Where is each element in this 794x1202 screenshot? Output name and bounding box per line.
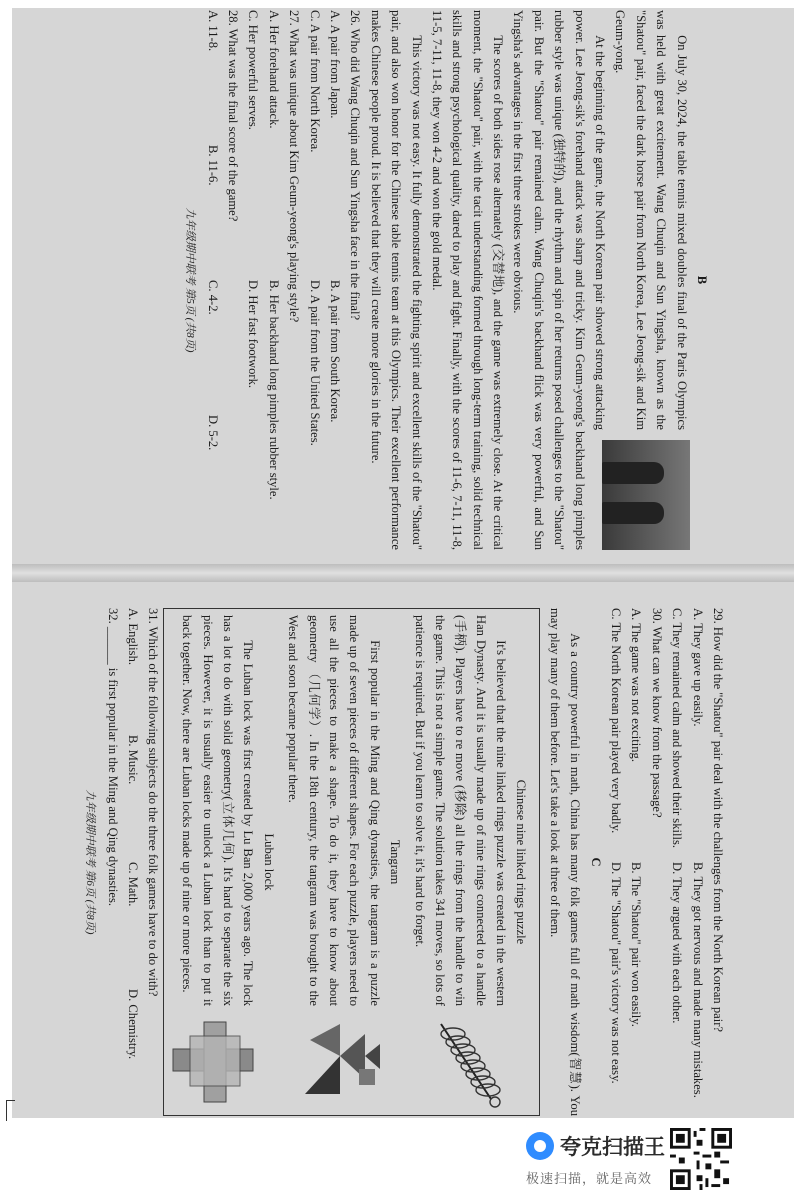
q28-option-b: B. 11-6. bbox=[205, 145, 220, 186]
q26-option-d: D. A pair from the United States. bbox=[307, 280, 322, 446]
app-name: 夸克扫描王 bbox=[560, 1135, 665, 1159]
q30-option-a: A. The game was not exciting. bbox=[629, 608, 644, 763]
app-slogan: 极速扫描，就是高效 bbox=[526, 1172, 653, 1187]
q27-option-a: A. Her forehand attack. bbox=[266, 10, 281, 129]
luban-lock-image bbox=[168, 1014, 258, 1109]
passage-b-para-1: On July 30, 2024, the table tennis mixed doubles final of the Paris Olympics was held with great excitement. Wang Chuqin and Sun Yingsha, known as the "Shatou" pair, faced the dark horse pair from North Korea, Lee Jeong-sik and Kim Geum-yong. bbox=[613, 10, 689, 430]
game-1-text: It's believed that the nine linked rings puzzle was created in the western Han Dynasty. And it is usually made up of nine rings connected to a handle (手柄). Players have to re move (移除) all the rings from the handle to win the game. This is not a simple game. The solution takes 341 moves, so lots of patience is required. But if you learn to solve it, it's hard to forget. bbox=[412, 615, 509, 1006]
q29-option-c: C. They remained calm and showed their skills. bbox=[670, 608, 685, 849]
q29-option-b: B. They got nervous and made many mistakes. bbox=[690, 862, 705, 1098]
game-1-title: Chinese nine linked rings puzzle bbox=[514, 779, 529, 945]
q29-option-d: D. They argued with each other. bbox=[670, 862, 685, 1024]
passage-b-para-3: The scores of both sides rose alternately (交替地), and the game was extremely close. At the critical moment, the "Shatou" pair, with the tacit understanding formed through long-term training, solid technical skills and strong psychological quality, dared to play and fight. Finally, with the scores of 11-6, 7-11, 11-8, 11-5, 7-11, 11-8, they won 4-2 and won the gold medal. bbox=[429, 10, 506, 550]
passage-b-para-2: At the beginning of the game, the North Korean pair showed strong attacking power. Lee Jeong-sik's forehand attack was sharp and tricky. Kim Geum-yeong's backhand long pimples rubber style was unique (独特的), and the rhythm and spin of her returns posed challenges to the "Shatou" pair. But the "Shatou" pair remained calm. Wang Chuqin's backhand flick was very powerful, and Sun Yingsha's advantages in the first three strokes were obvious. bbox=[511, 10, 608, 550]
game-3-title: Luban lock bbox=[261, 833, 276, 891]
q31-option-b: B. Music. bbox=[126, 735, 141, 785]
tangram-image bbox=[295, 1014, 385, 1109]
section-b-heading: B bbox=[695, 275, 709, 285]
q26-option-b: B. A pair from South Korea. bbox=[327, 280, 342, 423]
question-29: 29. How did the "Shatou" pair deal with the challenges from the North Korean pair? bbox=[711, 608, 725, 1033]
page-fold bbox=[12, 564, 794, 582]
quark-logo-icon bbox=[526, 1132, 554, 1160]
q26-option-c: C. A pair from North Korea. bbox=[307, 10, 322, 153]
q31-option-c: C. Math. bbox=[126, 862, 141, 907]
q27-option-d: D. Her fast footwork. bbox=[246, 280, 261, 389]
q27-option-b: B. Her backhand long pimples rubber style. bbox=[266, 280, 281, 500]
question-30: 30. What can we know from the passage? bbox=[649, 608, 664, 818]
game-3-text: The Luban lock was first created by Lu Ban 2,000 years ago. The lock has a lot to do with solid geometry(立体几何). It's hard to separate the six pieces. However, it is usually easier to unlock a Luban lock than to put it back together. Now, there are Luban locks made up of nine or more pieces. bbox=[180, 615, 256, 1006]
q30-option-d: D. The "Shatou" pair's victory was not easy. bbox=[609, 862, 624, 1084]
q28-option-d: D. 5-2. bbox=[205, 415, 220, 451]
nine-rings-puzzle-image bbox=[421, 1014, 511, 1109]
page-5-footer: 九年级期中联考 第5页 (共8页) bbox=[184, 207, 197, 353]
game-2-text: First popular in the Ming and Qing dynasties, the tangram is a puzzle made up of seven pieces of different shapes. For each puzzle, players need to use all the pieces to make a shape. To do it, they have to know about geometry （几何学）. In the 18th century, the tangram was brought to the West and soon became popular there. bbox=[286, 615, 382, 1006]
question-26: 26. Who did Wang Chuqin and Sun Yingsha face in the final? bbox=[348, 10, 363, 321]
q28-option-c: C. 4-2. bbox=[205, 280, 220, 315]
question-27: 27. What was unique about Kim Geum-yeong's playing style? bbox=[287, 10, 302, 323]
qr-code-icon[interactable] bbox=[670, 1128, 732, 1190]
game-2-title: Tangram bbox=[388, 839, 403, 885]
app-logo bbox=[526, 1131, 665, 1161]
folk-games-box bbox=[163, 608, 540, 1116]
q29-option-a: A. They gave up easily. bbox=[690, 608, 705, 727]
passage-c-intro: As a country powerful in math, China has many folk games full of math wisdom(智慧). You may play many of them before. Let's take a look at three of them. bbox=[547, 608, 583, 1116]
question-31: 31. Which of the following subjects do the three folk games have to do with? bbox=[146, 608, 161, 997]
question-32: 32. ______ is first popular in the Ming and Qing dynasties. bbox=[105, 608, 120, 907]
page-5 bbox=[22, 10, 712, 550]
q31-option-d: D. Chemistry. bbox=[126, 989, 141, 1060]
section-c-heading: C bbox=[588, 857, 603, 867]
q26-option-a: A. A pair from Japan. bbox=[327, 10, 342, 119]
q28-option-a: A. 11-8. bbox=[205, 10, 220, 52]
scanned-exam-sheet bbox=[12, 8, 794, 1118]
question-28: 28. What was the final score of the game? bbox=[226, 10, 241, 222]
page-6-footer: 九年级期中联考 第6页 (共8页) bbox=[84, 789, 97, 935]
passage-b-para-4: This victory was not easy. It fully demonstrated the fighting spirit and excellent skills of the "Shatou" pair, and also won honor for the Chinese table tennis team at this Olympics. Their excellent performance makes Chinese people proud. It is believed that they will create more glories in the future. bbox=[368, 10, 424, 550]
q31-option-a: A. English. bbox=[126, 608, 141, 666]
q27-option-c: C. Her powerful serves. bbox=[246, 10, 261, 130]
players-photo bbox=[602, 440, 690, 550]
crop-mark bbox=[6, 1100, 15, 1121]
q30-option-c: C. The North Korean pair played very badly. bbox=[609, 608, 624, 834]
q30-option-b: B. The "Shatou" pair won easily. bbox=[629, 862, 644, 1027]
page-6 bbox=[84, 608, 728, 1116]
